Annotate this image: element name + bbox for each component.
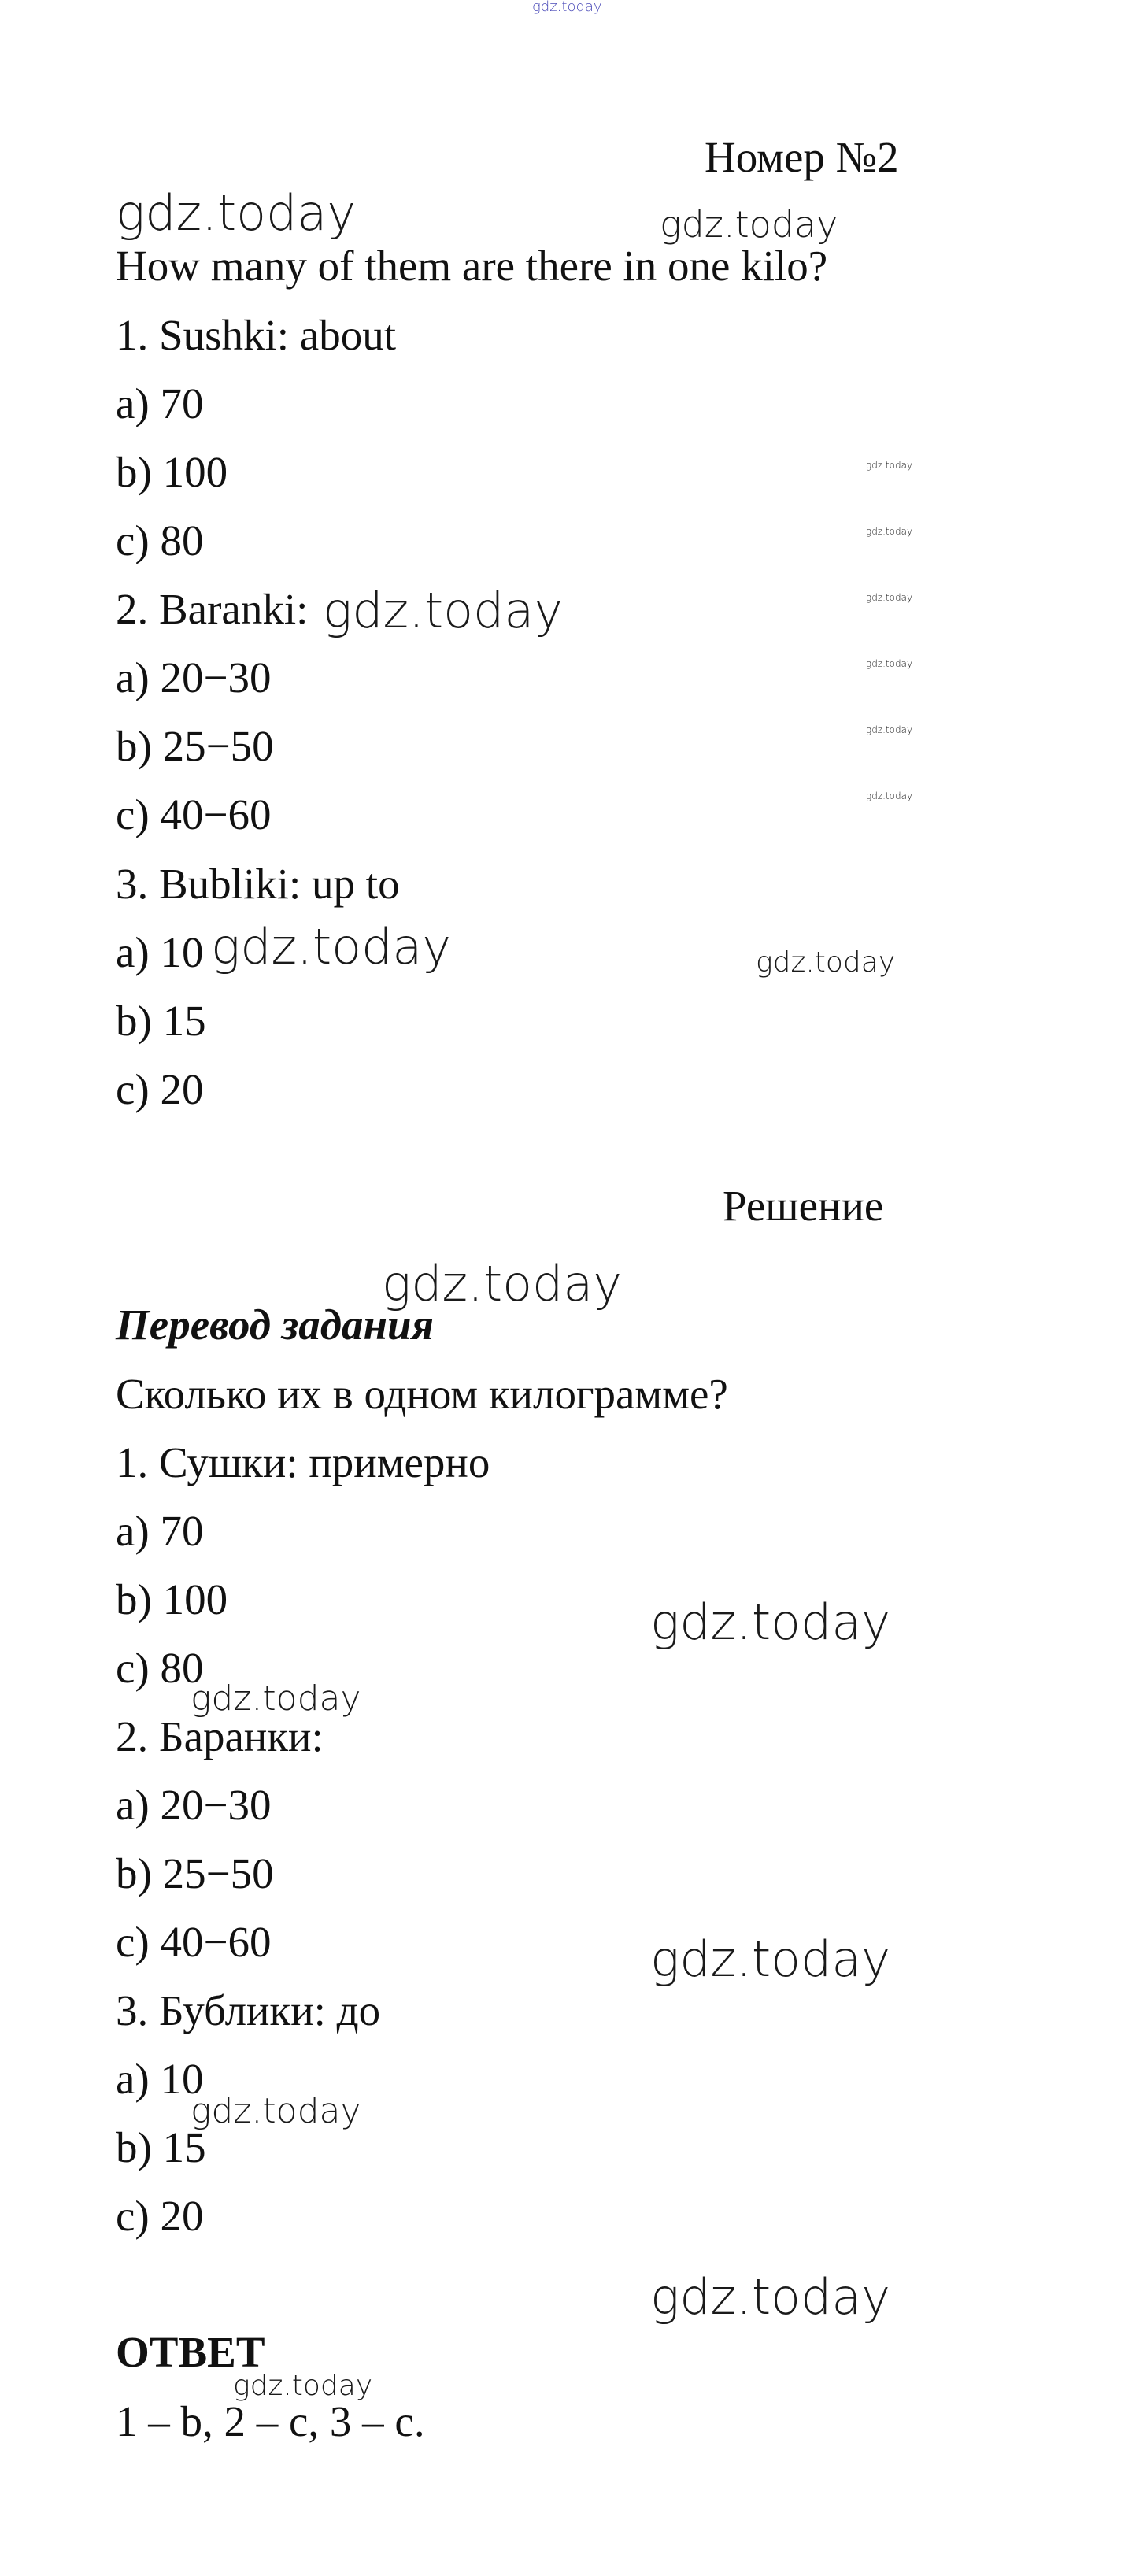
translation-line: a) 10 xyxy=(116,2055,204,2103)
exercise-line: a) 70 xyxy=(116,379,204,427)
translation-question: Сколько их в одном килограмме? xyxy=(116,1370,728,1418)
translation-line: a) 70 xyxy=(116,1507,204,1555)
exercise-line: a) 10 xyxy=(116,928,204,976)
exercise-question: How many of them are there in one kilo? xyxy=(116,242,828,290)
answer-heading: ОТВЕТ xyxy=(116,2328,265,2376)
watermark: gdz.today xyxy=(650,1930,891,1988)
exercise-line: a) 20−30 xyxy=(116,653,272,701)
translation-line: b) 100 xyxy=(116,1575,228,1623)
exercise-line: 1. Sushki: about xyxy=(116,311,396,359)
watermark: gdz.today xyxy=(650,2268,891,2326)
watermark: gdz.today xyxy=(650,1593,891,1651)
exercise-line: 3. Bubliki: up to xyxy=(116,860,400,908)
exercise-line: b) 100 xyxy=(116,448,228,496)
watermark: gdz.today xyxy=(116,184,357,242)
translation-line: 3. Бублики: до xyxy=(116,1986,381,2034)
translation-heading: Перевод задания xyxy=(116,1301,434,1349)
watermark: gdz.today xyxy=(323,582,564,639)
watermark: gdz.today xyxy=(756,946,896,979)
translation-line: c) 20 xyxy=(116,2192,204,2240)
exercise-line: c) 40−60 xyxy=(116,790,272,838)
exercise-line: 2. Baranki: xyxy=(116,585,309,633)
small-watermark: gdz.today xyxy=(866,592,913,603)
exercise-line: c) 80 xyxy=(116,516,204,564)
translation-line: c) 80 xyxy=(116,1644,204,1692)
translation-line: b) 25−50 xyxy=(116,1849,274,1897)
small-watermark: gdz.today xyxy=(866,658,913,669)
translation-line: b) 15 xyxy=(116,2123,206,2171)
small-watermark: gdz.today xyxy=(866,526,913,537)
solution-heading: Решение xyxy=(723,1182,884,1230)
translation-line: 2. Баранки: xyxy=(116,1712,324,1760)
watermark: gdz.today xyxy=(191,1678,361,1719)
top-watermark: gdz.today xyxy=(532,0,602,15)
page-title: Номер №2 xyxy=(705,133,899,181)
small-watermark: gdz.today xyxy=(866,724,913,735)
watermark: gdz.today xyxy=(191,2091,361,2131)
small-watermark: gdz.today xyxy=(866,790,913,801)
watermark: gdz.today xyxy=(382,1255,623,1312)
translation-line: a) 20−30 xyxy=(116,1781,272,1829)
exercise-line: c) 20 xyxy=(116,1065,204,1113)
translation-line: 1. Сушки: примерно xyxy=(116,1438,490,1486)
translation-line: c) 40−60 xyxy=(116,1918,272,1966)
watermark: gdz.today xyxy=(233,2370,373,2402)
small-watermark: gdz.today xyxy=(866,460,913,471)
exercise-line: b) 25−50 xyxy=(116,722,274,770)
answer-text: 1 – b, 2 – c, 3 – c. xyxy=(116,2397,425,2445)
watermark: gdz.today xyxy=(211,918,452,975)
watermark: gdz.today xyxy=(660,203,838,246)
exercise-line: b) 15 xyxy=(116,997,206,1045)
